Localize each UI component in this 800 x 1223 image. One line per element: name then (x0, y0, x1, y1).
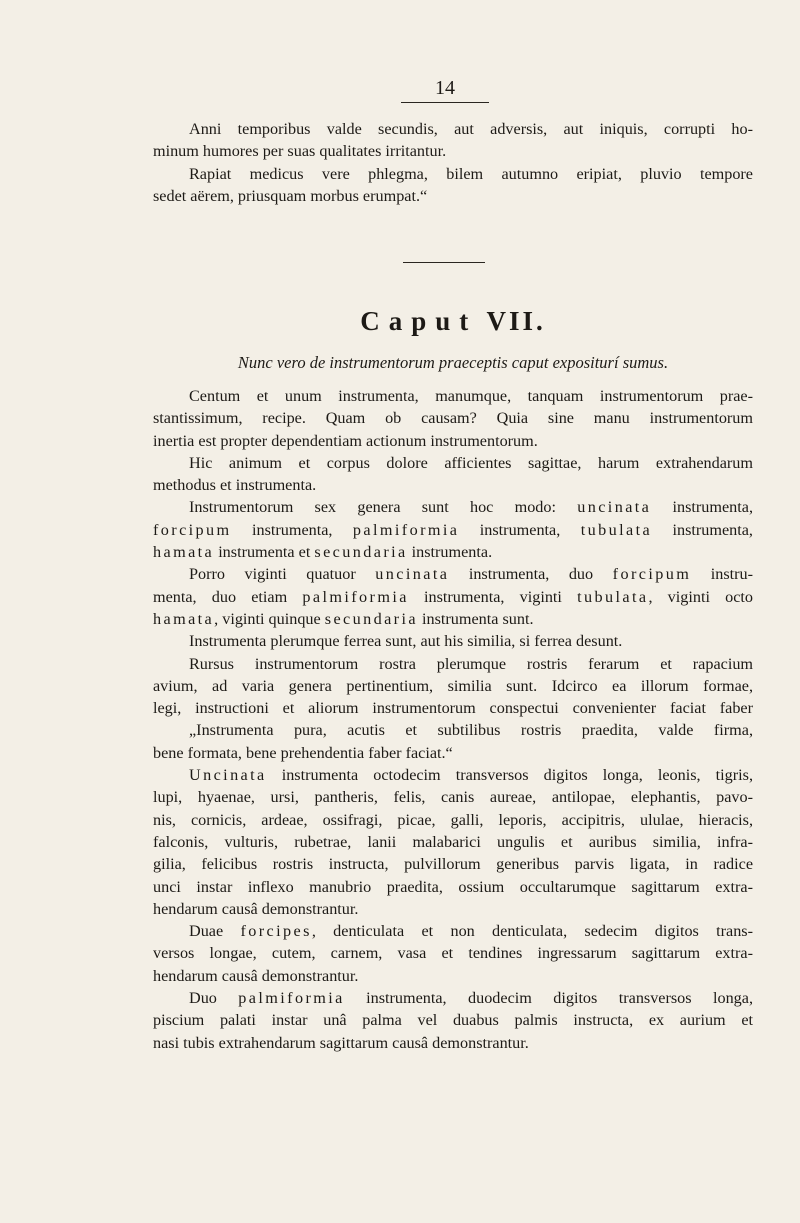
text-line: Hic animum et corpus dolore afficientes sagittae, harum extrahendarum (189, 453, 753, 472)
intro-paragraph (153, 118, 753, 207)
text-run: instrumenta, (231, 520, 353, 539)
section-divider (403, 262, 485, 263)
spaced-term: secundaria (324, 609, 418, 628)
text-line (153, 563, 753, 585)
spaced-term: hamata (153, 609, 215, 628)
text-run: , denticulata et non denticulata, sedecim digitos trans- (311, 922, 754, 941)
chapter-heading (153, 304, 753, 338)
text-line: nis, cornicis, ardeae, ossifragi, picae, galli, leporis, accipitris, ululae, hieracis, (153, 810, 753, 829)
spaced-term: palmiformia (352, 520, 460, 539)
text-line (153, 519, 753, 541)
chapter-subtitle: Nunc vero de instrumentorum praeceptis caput expositurí sumus. (237, 353, 669, 372)
text-run: instrumenta, viginti (408, 587, 578, 606)
text-line (153, 764, 753, 786)
chapter-caput: Caput (360, 306, 478, 336)
text-run: instru- (691, 565, 753, 584)
spaced-term: uncinata (375, 565, 450, 584)
text-run: instrumenta et (214, 543, 315, 562)
spaced-term: tubulata (577, 587, 649, 606)
text-run: instrumenta, duo (449, 565, 613, 584)
text-line: hendarum causâ demonstrantur. (153, 899, 359, 918)
spaced-term: forcipum (153, 520, 232, 539)
spaced-term: forcipes (240, 922, 312, 941)
text-run: instrumenta, (459, 520, 581, 539)
chapter-numeral: VII. (486, 306, 546, 336)
text-run: , viginti octo (648, 587, 754, 606)
text-line: Centum et unum instrumenta, manumque, tanquam instrumentorum prae- (189, 387, 753, 405)
text-run: Porro viginti quatuor (189, 565, 376, 584)
text-run: menta, duo etiam (153, 587, 303, 606)
text-line: minum humores per suas qualitates irritantur. (153, 142, 447, 161)
text-line: Rapiat medicus vere phlegma, bilem autumno eripiat, pluvio tempore (189, 164, 753, 183)
page-number-rule (401, 102, 489, 103)
body-text (153, 385, 753, 1054)
text-line: lupi, hyaenae, ursi, pantheris, felis, canis aureae, antilopae, elephantis, pavo- (153, 788, 753, 807)
spaced-term: Uncinata (189, 766, 267, 785)
text-run: instrumenta, (652, 520, 753, 539)
text-line: falconis, vulturis, rubetrae, lanii malabarici ungulis et auribus similia, infra- (153, 832, 753, 851)
text-line: legi, instructioni et aliorum instrumentorum conspectui convenienter faciat faber (153, 699, 753, 718)
spaced-term: uncinata (577, 498, 652, 517)
text-line: versos longae, cutem, carnem, vasa et tendines ingressarum sagittarum extra- (153, 944, 753, 963)
text-run: Instrumentorum sex genera sunt hoc modo: (189, 498, 578, 517)
text-line: Instrumenta plerumque ferrea sunt, aut his similia, si ferrea desunt. (189, 632, 623, 651)
text-run: , viginti quinque (214, 609, 325, 628)
spaced-term: tubulata (580, 520, 653, 539)
text-line: „Instrumenta pura, acutis et subtilibus rostris praedita, valde firma, (189, 721, 753, 740)
text-line (153, 920, 753, 942)
text-line (153, 608, 753, 630)
text-line: hendarum causâ demonstrantur. (153, 966, 359, 985)
page-number: 14 (435, 77, 455, 99)
text-line: avium, ad varia genera pertinentium, similia sunt. Idcirco ea illorum formae, (153, 676, 753, 695)
text-run: instrumenta, duodecim digitos transversos longa, (344, 989, 753, 1008)
text-line: methodus et instrumenta. (153, 476, 317, 495)
text-line (153, 987, 753, 1009)
text-run: instrumenta, (651, 498, 753, 517)
text-line: stantissimum, recipe. Quam ob causam? Quia sine manu instrumentorum (153, 409, 753, 428)
spaced-term: palmiformia (302, 587, 409, 606)
text-line: Anni temporibus valde secundis, aut adversis, aut iniquis, corrupti ho- (189, 120, 753, 138)
text-line: nasi tubis extrahendarum sagittarum causâ demonstrantur. (153, 1033, 529, 1052)
text-line: Rursus instrumentorum rostra plerumque rostris ferarum et rapacium (189, 654, 753, 673)
text-run: Duae (189, 922, 241, 941)
spaced-term: forcipum (612, 565, 692, 584)
text-line: inertia est propter dependentiam actionum instrumentorum. (153, 431, 538, 450)
text-line: sedet aërem, priusquam morbus erumpat.“ (153, 186, 428, 205)
spaced-term: secundaria (314, 543, 408, 562)
text-line: gilia, felicibus rostris instructa, pulvillorum generibus parvis ligata, in radice (153, 855, 753, 874)
text-run: instrumenta. (407, 543, 493, 562)
text-run: instrumenta sunt. (417, 609, 534, 628)
text-line: bene formata, bene prehendentia faber faciat.“ (153, 743, 453, 762)
spaced-term: hamata (153, 543, 215, 562)
text-line (153, 541, 753, 563)
text-line: unci instar inflexo manubrio praedita, ossium occultarumque sagittarum extra- (153, 877, 753, 896)
spaced-term: palmiformia (238, 989, 345, 1008)
text-line: piscium palati instar unâ palma vel duabus palmis instructa, ex aurium et (153, 1011, 753, 1030)
text-run: Duo (189, 989, 239, 1008)
text-line (153, 496, 753, 518)
text-run: instrumenta octodecim transversos digitos longa, leonis, tigris, (266, 766, 753, 785)
text-line (153, 586, 753, 608)
